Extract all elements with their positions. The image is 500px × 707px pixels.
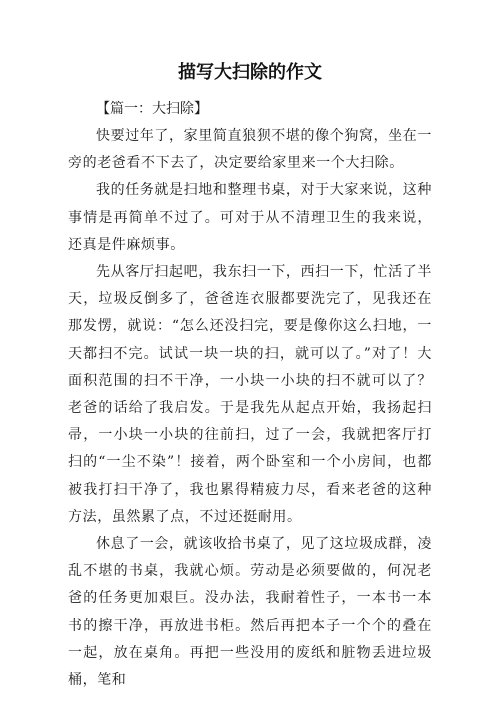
paragraph-1: 快要过年了，家里简直狼狈不堪的像个狗窝，坐在一旁的老爸看不下去了，决定要给家里来一个大扫除。 [68,128,432,172]
paragraph-3: 先从客厅扫起吧，我东扫一下，西扫一下，忙活了半天，垃圾反倒多了，爸爸连衣服都要洗完了，见我还在那发愣，就说：“怎么还没扫完，要是像你这么扫地，一天都扫不完。试试一块一块的扫，就可以了。”对了！大面积范围的扫不干净，一小块一小块的扫不就可以了？老爸的话给了我启发。于是我先从起点开始，我扬起扫帚，一小块一小块的往前扫，过了一会，我就把客厅打扫的“一尘不染”！接着，两个卧室和一个小房间，也都被我打扫干净了，我也累得精疲力尽，看来老爸的这种方法，虽然累了点，不过还挺耐用。 [68,264,432,525]
document-title: 描写大扫除的作文 [178,62,322,83]
section-label: 【篇一：大扫除】 [96,101,208,117]
paragraph-2: 我的任务就是扫地和整理书桌，对于大家来说，这种事情是再简单不过了。可对于从不清理卫生的我来说，还真是件麻烦事。 [68,182,432,253]
paragraph-4: 休息了一会，就该收拾书桌了，见了这垃圾成群，凌乱不堪的书桌，我就心烦。劳动是必须要做的，何况老爸的任务更加艰巨。没办法，我耐着性子，一本书一本书的擦干净，再放进书柜。然后再把本子一个个的叠在一起，放在桌角。再把一些没用的废纸和脏物丢进垃圾桶，笔和 [68,536,432,689]
